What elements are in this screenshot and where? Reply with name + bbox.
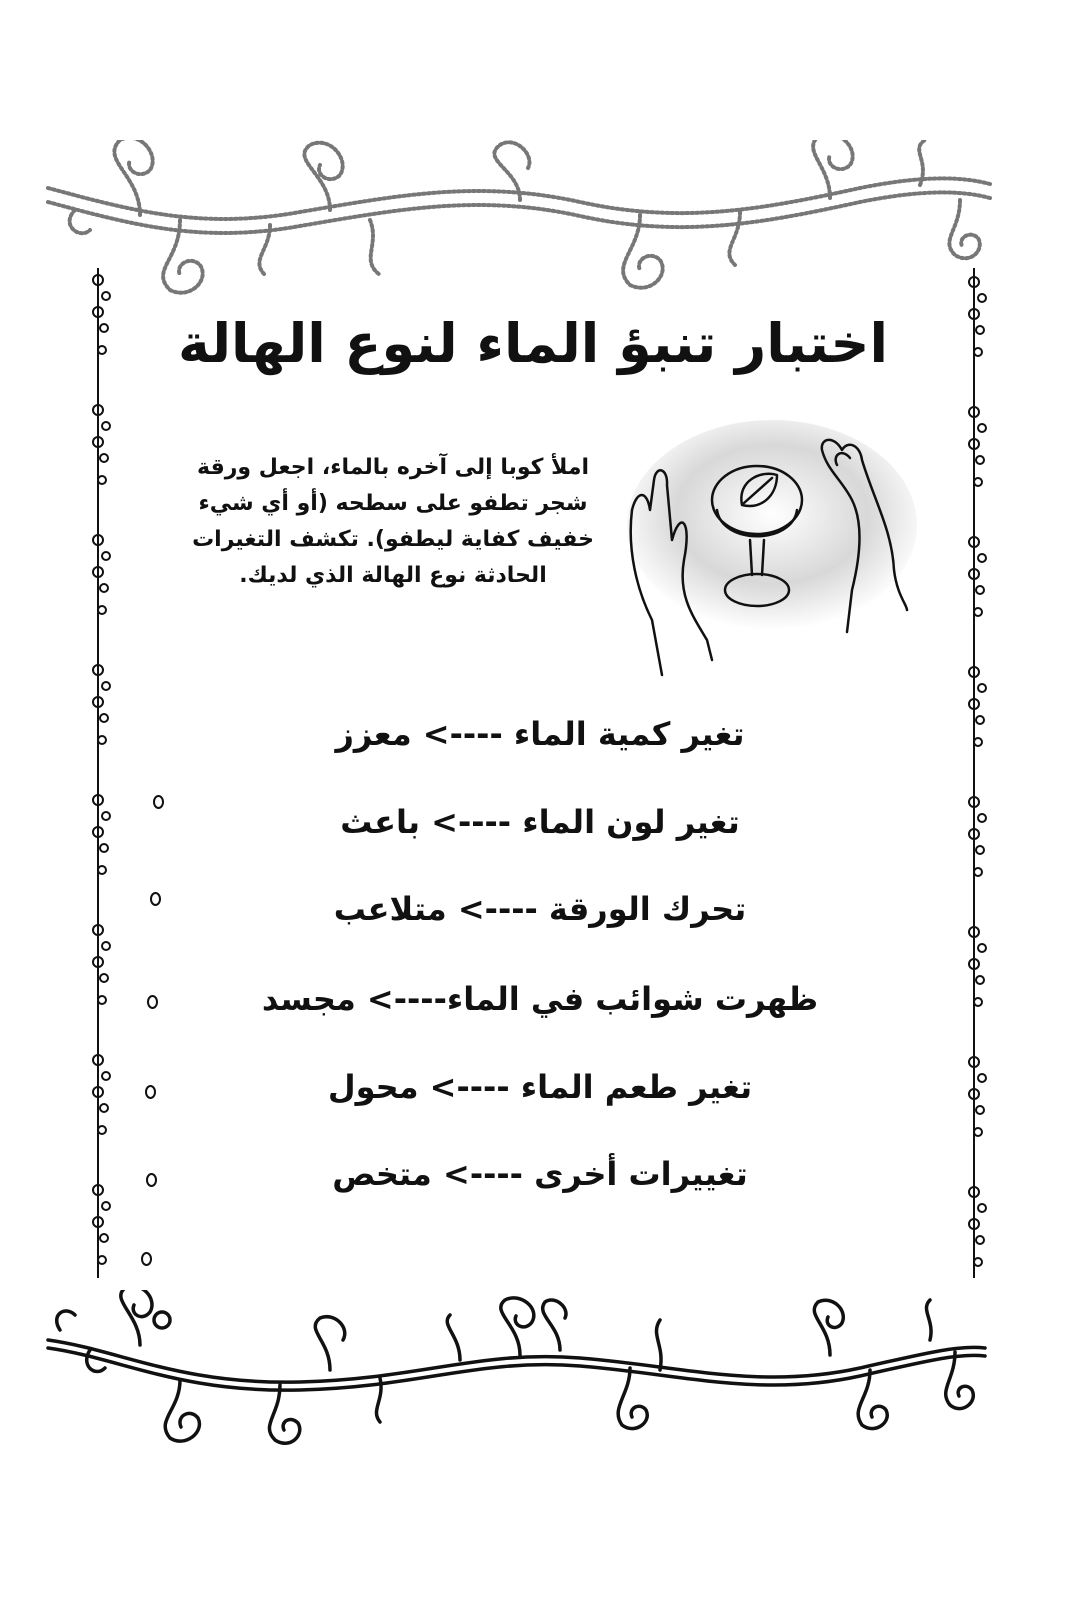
- result-line: تغييرات أخرى ----> متخص: [332, 1155, 748, 1193]
- result-line: تغير لون الماء ----> باعث: [340, 803, 740, 841]
- result-line: تغير طعم الماء ----> محول: [327, 1068, 753, 1106]
- left-flower-border: [80, 268, 120, 1278]
- intro-paragraph: املأ كوبا إلى آخره بالماء، اجعل ورقة شجر تطفو على سطحه (أو أي شيء خفيف كفاية ليطفو). تكشف التغيرات الحادثة نوع الهالة الذي لديك.: [192, 455, 594, 588]
- decorative-dot: [153, 795, 164, 809]
- result-line: تغير كمية الماء ----> معزز: [335, 715, 745, 753]
- decorative-dot: [147, 995, 158, 1009]
- top-swirl-vine: [0, 140, 1066, 310]
- bottom-swirl-vine: [0, 1290, 1066, 1470]
- decorative-dot: [146, 1173, 157, 1187]
- decorative-dot: [150, 892, 161, 906]
- decorative-dot: [141, 1252, 152, 1266]
- result-line: ظهرت شوائب في الماء----> مجسد: [261, 980, 819, 1018]
- result-line: تحرك الورقة ----> متلاعب: [333, 890, 747, 928]
- hands-glass-illustration: [612, 410, 922, 695]
- page-title: اختبار تنبؤ الماء لنوع الهالة: [178, 312, 888, 375]
- right-flower-border: [960, 268, 1000, 1278]
- decorative-dot: [145, 1085, 156, 1099]
